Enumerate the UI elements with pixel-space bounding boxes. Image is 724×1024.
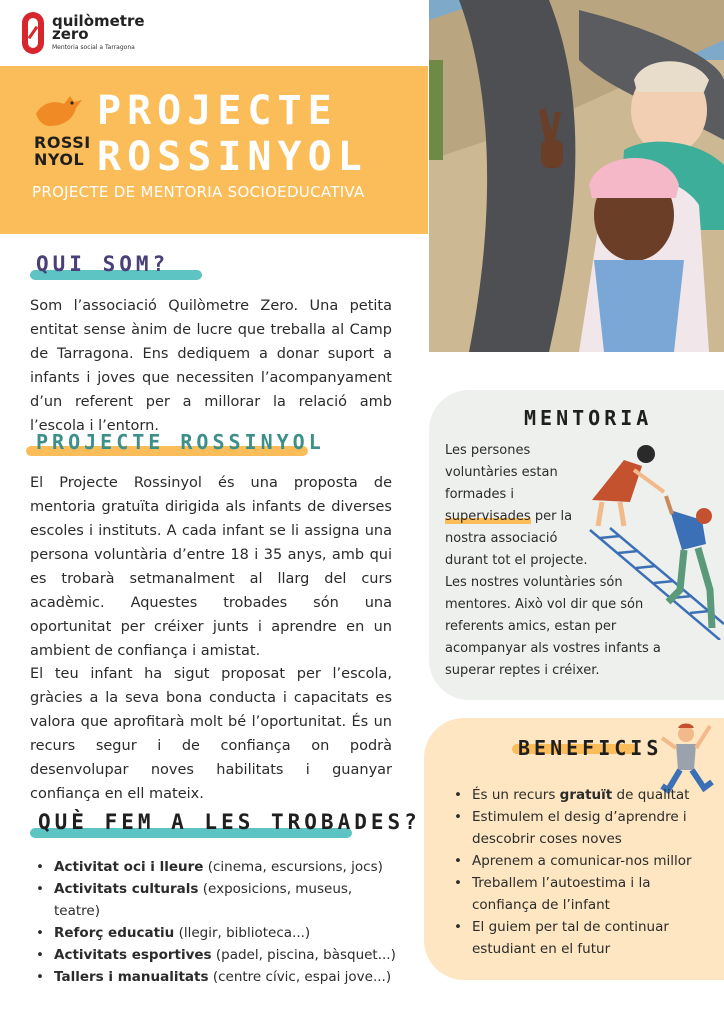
list-item <box>30 856 400 878</box>
trobades-list <box>30 856 400 988</box>
logo-mark-icon <box>22 12 44 54</box>
list-item <box>30 966 400 988</box>
logo-text-line1: quilòmetre <box>52 12 145 30</box>
mentoria-line: formades i <box>445 487 515 502</box>
page-title-line2: ROSSINYOL <box>97 134 368 180</box>
logo-text-line2: zero <box>52 25 89 43</box>
beneficis-title: BENEFICIS <box>518 736 663 760</box>
mentoria-highlight-word: supervisades <box>445 509 531 524</box>
list-item: • El guiem per tal de continuar estudiant en el futur <box>448 916 716 960</box>
item-detail: (cinema, escursions, jocs) <box>203 859 383 875</box>
mentoria-line: mentores. Això vol dir que són <box>445 597 644 612</box>
mentoria-line: acompanyar als vostres infants a <box>445 641 661 656</box>
item-bold: Activitats culturals <box>54 881 199 897</box>
mentoria-line-rest: per la <box>530 509 573 524</box>
item-text: És un recurs <box>472 787 560 803</box>
item-bold: Tallers i manualitats <box>54 969 209 985</box>
item-detail: (exposicions, museus, teatre) <box>54 881 353 919</box>
mentoring-ladder-illustration <box>584 440 724 640</box>
mentoria-line: voluntàries estan <box>445 465 558 480</box>
item-detail: (llegir, biblioteca...) <box>174 925 311 941</box>
qui-som-title: QUI SOM? <box>36 252 170 276</box>
mentoria-line: Les nostres voluntàries són <box>445 575 623 590</box>
page-title-line1: PROJECTE <box>97 88 338 134</box>
mentoria-line: nostra associació <box>445 531 558 546</box>
list-item: • Estimulem el desig d’aprendre i descobrir coses noves <box>448 806 716 850</box>
item-detail: (padel, piscina, bàsquet...) <box>211 947 396 963</box>
item-detail: (centre cívic, espai jove...) <box>208 969 392 985</box>
item-bold: Reforç educatiu <box>54 925 175 941</box>
photo-girls-slide <box>429 0 724 352</box>
item-bold: Activitat oci i lleure <box>54 859 204 875</box>
item-bold: Activitats esportives <box>54 947 212 963</box>
mentoria-text-a <box>445 440 595 572</box>
projecte-text-1: El Projecte Rossinyol és una proposta de mentoria gratuïta dirigida als infants de diverses escoles i instituts. A cada infant se li assigna una persona voluntària d’entre 18 i 35 anys, amb qui es trobarà setmanalment al llarg del curs acadèmic. Aquestes trobades són una oportunitat per créixer junts i aprendre en un ambient de confiança i amistat. <box>30 475 392 659</box>
mentoria-line <box>445 506 595 528</box>
logo-badge <box>34 134 91 168</box>
badge-line1: ROSSI <box>34 133 91 152</box>
mentoria-line: referents amics, estan per <box>445 619 617 634</box>
list-item <box>448 784 716 806</box>
list-item <box>30 922 400 944</box>
mentoria-line: durant tot el projecte. <box>445 553 588 568</box>
mentoria-line: superar reptes i créixer. <box>445 663 600 678</box>
badge-line2: NYOL <box>34 150 85 169</box>
projecte-text-2: El teu infant ha sigut proposat per l’escola, gràcies a la seva bona conducta i capacitats es valora que aprofitarà molt bé l’oportunitat. És un recurs segur i de confiança on podrà desenvolupar noves habilitats i guanyar confiança en ell mateix. <box>30 666 392 802</box>
projecte-title: PROJECTE ROSSINYOL <box>36 430 325 454</box>
page-subtitle: PROJECTE DE MENTORIA SOCIOEDUCATIVA <box>32 183 365 201</box>
list-item <box>30 944 400 966</box>
item-bold: gratuït <box>559 787 613 803</box>
logo <box>22 12 145 58</box>
list-item: • Aprenem a comunicar-nos millor <box>448 850 716 872</box>
qui-som-text: Som l’associació Quilòmetre Zero. Una petita entitat sense ànim de lucre que treballa al Camp de Tarragona. Ens dediquem a donar suport a infants i joves que necessiten l’acompanyament d’un referent per a millorar la relació amb l’escola i l’entorn. <box>30 298 392 434</box>
trobades-title: QUÈ FEM A LES TROBADES? <box>38 810 421 834</box>
list-item: • Treballem l’autoestima i la confiança de l’infant <box>448 872 716 916</box>
bird-icon <box>34 92 84 132</box>
item-text: de qualitat <box>612 787 690 803</box>
list-item <box>30 878 400 922</box>
mentoria-title: MENTORIA <box>524 406 653 430</box>
mentoria-line: Les persones <box>445 443 531 458</box>
beneficis-list <box>448 784 716 960</box>
logo-tagline: Mentoria social a Tarragona <box>52 44 135 51</box>
photo-illustration <box>429 0 724 352</box>
